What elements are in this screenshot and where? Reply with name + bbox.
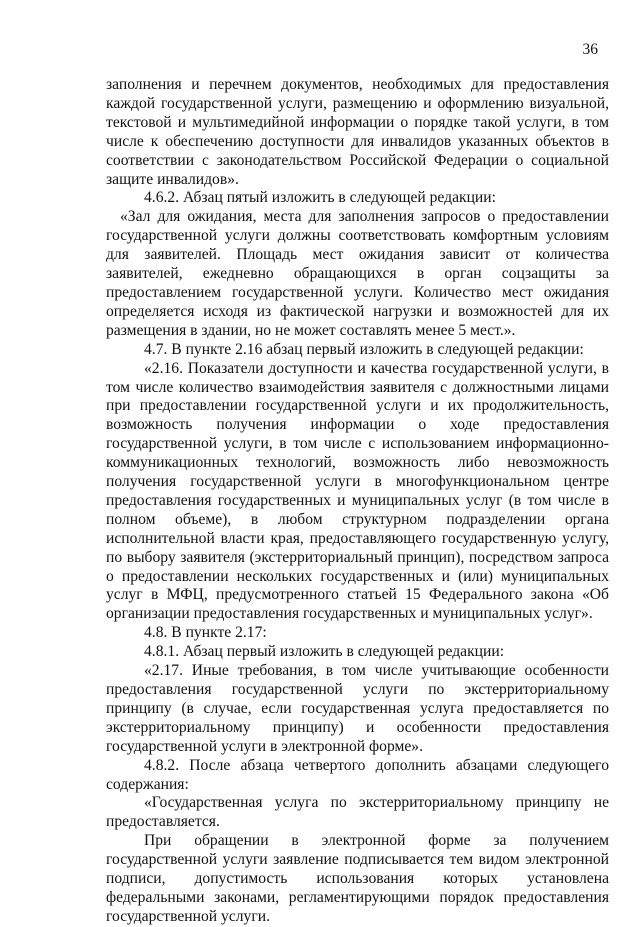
paragraph-item-4-8-1: 4.8.1. Абзац первый изложить в следующей редакции: <box>144 643 505 661</box>
paragraph-extraterritorial: «Государственная услуга по экстерриториальному принципу не предоставляется. <box>106 794 609 831</box>
document-body <box>106 76 609 927</box>
paragraph-item-2-16: «2.16. Показатели доступности и качества государственной услуги, в том числе количество взаимодействия заявителя с должностными лицами при предоставлении государственной услуги и их продолжительность, возможность получения информации о ходе предоставления государственной услуги, в том числе с использованием информационно-коммуникационных технологий, возможность либо невозможность получения государственной услуги в многофункциональном центре предоставления государственных и муниципальных услуг (в том числе в полном объеме), в любом структурном подразделении органа исполнительной власти края, предоставляющего государственную услугу, по выбору заявителя (экстерриториальный принцип), посредством запроса о предоставлении нескольких государственных и (или) муниципальных услуг в МФЦ, предусмотренного статьей 15 Федерального закона «Об организации предоставления государственных и муниципальных услуг». <box>106 359 609 623</box>
paragraph-item-4-8-2: 4.8.2. После абзаца четвертого дополнить абзацами следующего содержания: <box>106 756 609 793</box>
paragraph-item-4-7: 4.7. В пункте 2.16 абзац первый изложить в следующей редакции: <box>144 340 584 358</box>
paragraph-continuation: заполнения и перечнем документов, необходимых для предоставления каждой государственной услуги, размещению и оформлению визуальной, текстовой и мультимедийной информации о порядке такой услуги, в том числе к обеспечению доступности для инвалидов указанных объектов в соответствии с законодательством Российской Федерации о социальной защите инвалидов». <box>106 76 609 188</box>
paragraph-quote-waiting-hall: «Зал для ожидания, места для заполнения запросов о предоставлении государственной услуги должны соответствовать комфортным условиям для заявителей. Площадь мест ожидания зависит от количества заявителей, ежедневно обращающихся в орган соцзащиты за предоставлением государственной услуги. Количество мест ожидания определяется исходя из фактической нагрузки и возможностей для их размещения в здании, но не может составлять менее 5 мест.». <box>106 208 609 339</box>
paragraph-item-4-8: 4.8. В пункте 2.17: <box>144 624 267 642</box>
paragraph-electronic-signature: При обращении в электронной форме за получением государственной услуги заявление подписывается тем видом электронной подписи, допустимость использования которых установлена федеральными законами, регламентирующими порядок предоставления государственной услуги. <box>106 832 609 925</box>
paragraph-item-4-6-2: 4.6.2. Абзац пятый изложить в следующей редакции: <box>144 189 496 207</box>
paragraph-item-2-17: «2.17. Иные требования, в том числе учитывающие особенности предоставления государственной услуги по экстерриториальному принципу (в случае, если государственная услуга предоставляется по экстерриториальному принципу) и особенности предоставления государственной услуги в электронной форме». <box>106 662 609 755</box>
page-number: 36 <box>582 41 598 58</box>
